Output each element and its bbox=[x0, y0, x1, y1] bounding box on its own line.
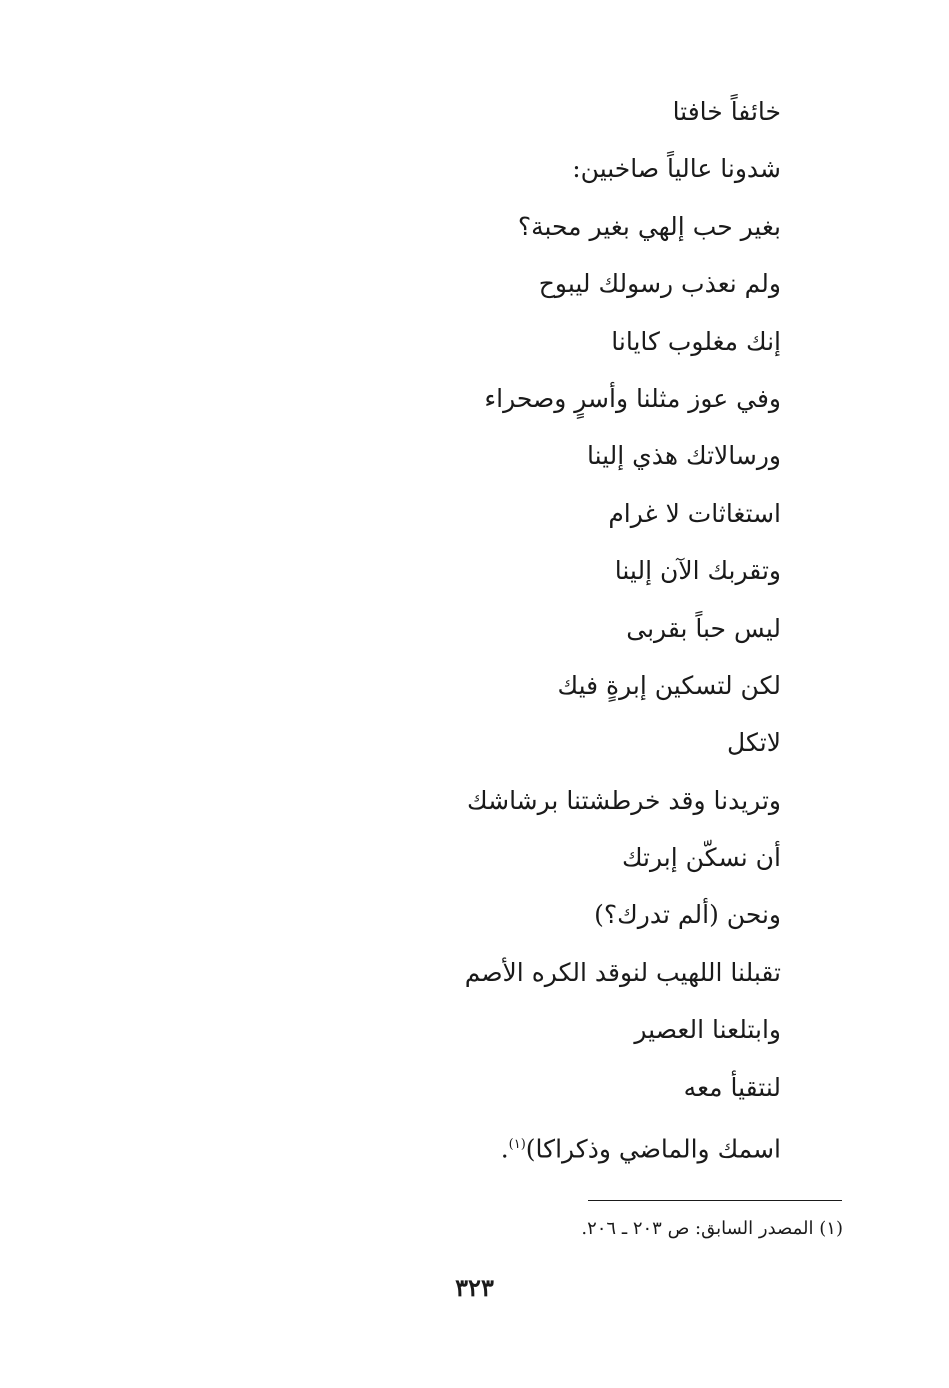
poem-line: شدونا عالياً صاخبين: bbox=[572, 154, 781, 184]
poem-line: لاتكل bbox=[727, 728, 781, 758]
poem-line: ورسالاتك هذي إلينا bbox=[586, 441, 781, 471]
footnote-divider bbox=[588, 1200, 842, 1201]
poem-line: وفي عوز مثلنا وأسرٍ وصحراء bbox=[484, 383, 781, 413]
poem-line: بغير حب إلهي بغير محبة؟ bbox=[517, 211, 781, 241]
poem-line: ليس حباً بقربى bbox=[626, 613, 781, 643]
footnote bbox=[343, 1214, 843, 1244]
poem-line: خائفاً خافتا bbox=[672, 97, 781, 126]
poem-line: لكن لتسكين إبرةٍ فيك bbox=[557, 670, 781, 700]
poem-line: ونحن (ألم تدرك؟) bbox=[594, 900, 781, 930]
poem-line-text: اسمك والماضي وذكراكا) bbox=[525, 1134, 781, 1164]
line-end-period: . bbox=[500, 1134, 509, 1164]
page-number: ٣٢٣ bbox=[455, 1273, 494, 1302]
poem-body bbox=[261, 88, 781, 1178]
footnote-marker: (١) bbox=[819, 1218, 843, 1239]
poem-line: ولم نعذب رسولك ليبوح bbox=[538, 269, 781, 299]
poem-line: تقبلنا اللهيب لنوقد الكره الأصم bbox=[464, 957, 781, 987]
poem-line: استغاثات لا غرام bbox=[608, 498, 781, 528]
poem-line: لنتقيأ معه bbox=[683, 1072, 781, 1102]
footnote-text: المصدر السابق: ص ٢٠٣ ـ ٢٠٦. bbox=[581, 1218, 814, 1239]
footnote-reference[interactable]: (١) bbox=[508, 1137, 526, 1153]
poem-line-last bbox=[261, 1121, 781, 1178]
poem-line: أن نسكّن إبرتك bbox=[621, 843, 781, 873]
poem-line: وتقربك الآن إلينا bbox=[614, 556, 781, 586]
poem-line: وابتلعنا العصير bbox=[634, 1015, 781, 1045]
poem-line: وتريدنا وقد خرطشتنا برشاشك bbox=[467, 785, 781, 815]
poem-line: إنك مغلوب كايانا bbox=[611, 326, 781, 356]
